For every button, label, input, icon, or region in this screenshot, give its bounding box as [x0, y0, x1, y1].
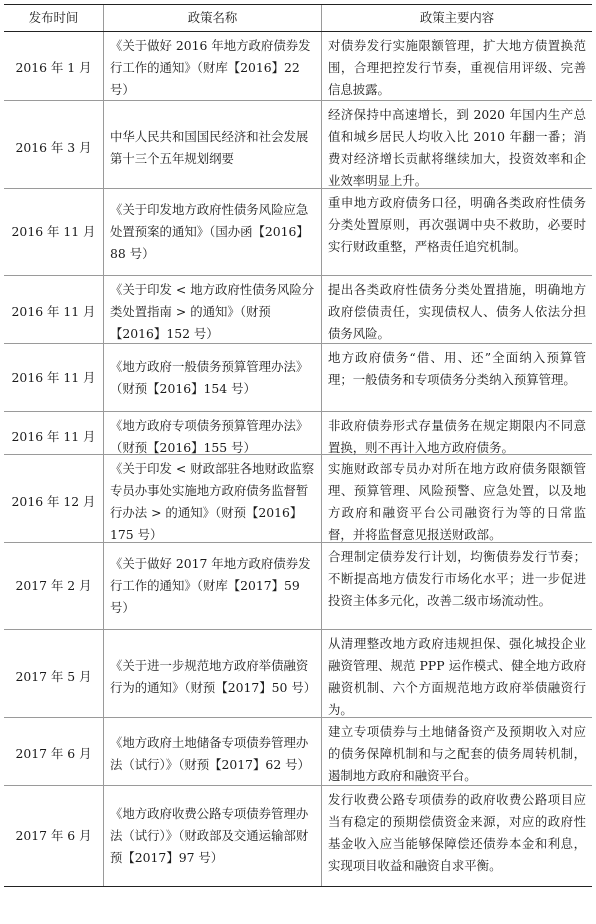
policy-name-cell: 《地方政府一般债务预算管理办法》（财预【2016】154 号）: [103, 344, 321, 411]
table-row: [4, 100, 592, 188]
policy-content-cell: 地方政府债务“借、用、还”全面纳入预算管理；一般债务和专项债务分类纳入预算管理。: [321, 344, 592, 411]
policy-content-cell: 建立专项债券与土地储备资产及预期收入对应的债务保障机制和与之配套的债务周转机制，遏制地方政府和融资平台。: [321, 718, 592, 790]
table-row: [4, 542, 592, 629]
policy-content-cell: 重申地方政府债务口径，明确各类政府性债务分类处置原则，再次强调中央不救助，必要时实行财政重整，严格责任追究机制。: [321, 189, 592, 275]
table-row: [4, 454, 592, 542]
policy-name-cell: 《地方政府收费公路专项债券管理办法（试行）》（财政部及交通运输部财预【2017】97 号）: [103, 786, 321, 886]
table-row: [4, 275, 592, 343]
policy-content-cell: 经济保持中高速增长，到 2020 年国内生产总值和城乡居民人均收入比 2010 年翻一番；消费对经济增长贡献将继续加大，投资效率和企业效率明显上升。: [321, 101, 592, 195]
table-row: [4, 343, 592, 411]
table-row: [4, 785, 592, 886]
table-row: [4, 188, 592, 275]
table-header-row: [4, 5, 592, 32]
header-content: 政策主要内容: [321, 5, 592, 31]
policy-content-cell: 发行收费公路专项债券的政府收费公路项目应当有稳定的预期偿债资金来源，对应的政府性基金收入应当能够保障偿还债券本金和利息，实现项目收益和融资自求平衡。: [321, 786, 592, 886]
table-row: [4, 32, 592, 100]
policy-content-cell: 非政府债券形式存量债务在规定期限内不同意置换，则不再计入地方政府债务。: [321, 412, 592, 462]
table-row: [4, 717, 592, 785]
date-cell: 2016 年 11 月: [11, 429, 96, 444]
date-cell: 2016 年 1 月: [15, 60, 92, 75]
policy-name-cell: 《关于做好 2017 年地方政府债券发行工作的通知》（财库【2017】59 号）: [103, 543, 321, 629]
policy-name-cell: 《关于进一步规范地方政府举债融资行为的通知》（财预【2017】50 号）: [103, 630, 321, 724]
date-cell: 2017 年 5 月: [15, 669, 92, 684]
date-cell: 2016 年 11 月: [11, 369, 96, 385]
date-cell: 2016 年 11 月: [11, 304, 96, 319]
policy-content-cell: 实施财政部专员办对所在地方政府债务限额管理、预算管理、风险预警、应急处置，以及地方政府和融资平台公司融资行为等的日常监督，并将监督意见报送财政部。: [321, 455, 592, 549]
policy-content-cell: 合理制定债券发行计划，均衡债券发行节奏；不断提高地方债发行市场化水平；进一步促进投资主体多元化，改善二级市场流动性。: [321, 543, 592, 629]
header-policy: 政策名称: [103, 5, 321, 31]
policy-name-cell: 《关于做好 2016 年地方政府债券发行工作的通知》（财库【2016】22 号）: [103, 32, 321, 104]
policy-content-cell: 从清理整改地方政府违规担保、强化城投企业融资管理、规范 PPP 运作模式、健全地方政府融资机制、六个方面规范地方政府举债融资行为。: [321, 630, 592, 724]
policy-name-cell: 《地方政府土地储备专项债券管理办法（试行）》（财预【2017】62 号）: [103, 718, 321, 790]
date-cell: 2016 年 11 月: [11, 224, 96, 239]
policy-name-cell: 《地方政府专项债务预算管理办法》（财预【2016】155 号）: [103, 412, 321, 462]
policy-name-cell: 《关于印发地方政府性债务风险应急处置预案的通知》（国办函【2016】88 号）: [103, 189, 321, 275]
policy-content-cell: 提出各类政府性债务分类处置措施，明确地方政府偿债责任，实现债权人、债务人依法分担债务风险。: [321, 276, 592, 348]
date-cell: 2017 年 2 月: [15, 578, 92, 593]
table-row: [4, 629, 592, 717]
policy-table: [4, 4, 592, 887]
policy-content-cell: 对债券发行实施限额管理，扩大地方债置换范围，合理把控发行节奏，重视信用评级、完善信息披露。: [321, 32, 592, 104]
policy-name-cell: 中华人民共和国国民经济和社会发展第十三个五年规划纲要: [103, 101, 321, 195]
policy-name-cell: 《关于印发 < 财政部驻各地财政监察专员办事处实施地方政府债务监督暂行办法 > 的通知》（财预【2016】175 号）: [103, 455, 321, 549]
table-row: [4, 411, 592, 454]
policy-name-cell: 《关于印发 < 地方政府性债务风险分类处置指南 > 的通知》（财预【2016】152 号）: [103, 276, 321, 348]
header-date: 发布时间: [28, 10, 79, 25]
date-cell: 2016 年 12 月: [11, 494, 96, 509]
date-cell: 2016 年 3 月: [15, 140, 92, 155]
date-cell: 2017 年 6 月: [15, 828, 92, 843]
date-cell: 2017 年 6 月: [15, 746, 92, 761]
